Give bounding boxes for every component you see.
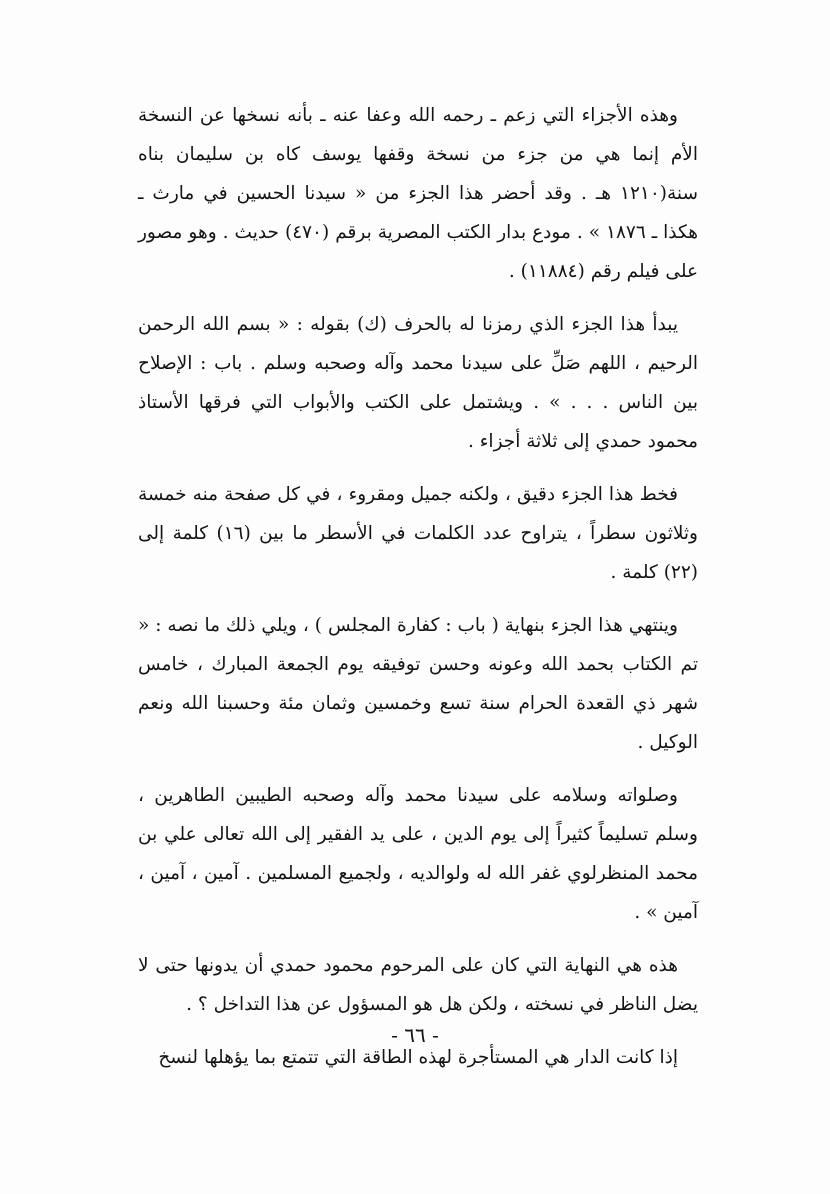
paragraph-2: يبدأ هذا الجزء الذي رمزنا له بالحرف (ك) بقوله : « بسم الله الرحمن الرحيم ، اللهم صَلِّ على سيدنا محمد وآله وصحبه وسلم . باب : الإصلاح بين الناس . . . » . ويشتمل على الكتب والأبواب التي فرقها الأستاذ محمود حمدي إلى ثلاثة أجزاء . xyxy=(138,314,698,452)
page-number: - ٦٦ - xyxy=(391,1023,439,1047)
paragraph-7: إذا كانت الدار هي المستأجرة لهذه الطاقة التي تتمتع بما يؤهلها لنسخ xyxy=(158,1047,678,1068)
paragraph-1: وهذه الأجزاء التي زعم ـ رحمه الله وعفا عنه ـ بأنه نسخها عن النسخة الأم إنما هي من جزء من نسخة وقفها يوسف كاه بن سليمان بناه سنة(١٢١٠ هـ . وقد أحضر هذا الجزء من « سيدنا الحسين في مارث ـ هكذا ـ ١٨٧٦ » . مودع بدار الكتب المصرية برقم (٤٧٠) حديث . وهو مصور على فيلم رقم (١١٨٨٤) . xyxy=(138,105,698,282)
paragraph-6: هذه هي النهاية التي كان على المرحوم محمود حمدي أن يدونها حتى لا يضل الناظر في نسخته ، ولكن هل هو المسؤول عن هذا التداخل ؟ . xyxy=(138,955,698,1015)
body-text xyxy=(138,96,698,1091)
paragraph-5: وصلواته وسلامه على سيدنا محمد وآله وصحبه الطيبين الطاهرين ، وسلم تسليماً كثيراً إلى يوم الدين ، على يد الفقير إلى الله تعالى علي بن محمد المنظرلوي غفر الله له ولوالديه ، ولجميع المسلمين . آمين ، آمين ، آمين » . xyxy=(138,785,698,923)
paragraph-3: فخط هذا الجزء دقيق ، ولكنه جميل ومقروء ، في كل صفحة منه خمسة وثلاثون سطراً ، يتراوح عدد الكلمات في الأسطر ما بين (١٦) كلمة إلى (٢٢) كلمة . xyxy=(138,484,698,583)
paragraph-4: وينتهي هذا الجزء بنهاية ( باب : كفارة المجلس ) ، ويلي ذلك ما نصه : « تم الكتاب بحمد الله وعونه وحسن توفيقه يوم الجمعة المبارك ، خامس شهر ذي القعدة الحرام سنة تسع وخمسين وثمان مئة وحسبنا الله ونعم الوكيل . xyxy=(138,615,698,753)
